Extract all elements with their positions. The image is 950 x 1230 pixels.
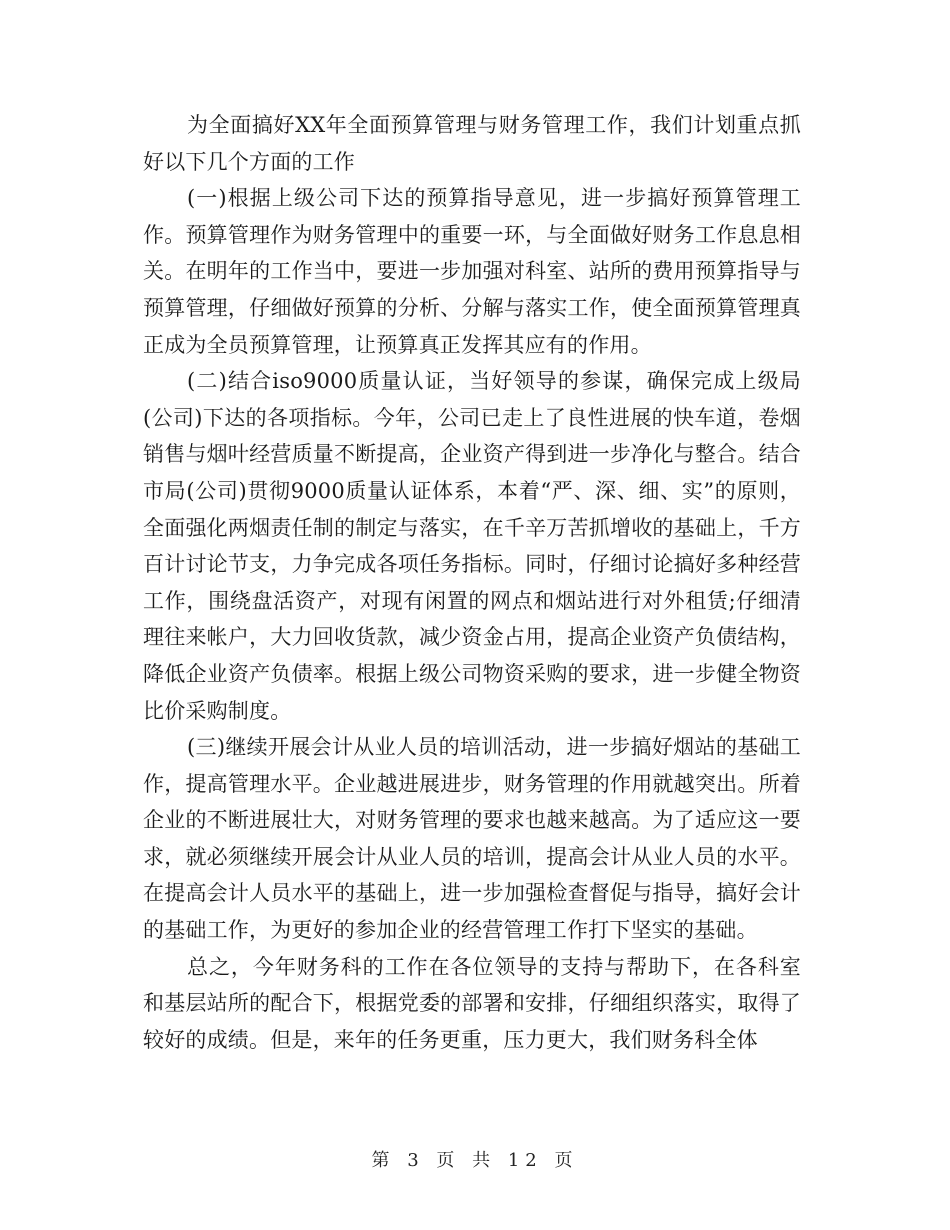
document-body	[143, 107, 801, 1058]
paragraph-section-3: (三)继续开展会计从业人员的培训活动，进一步搞好烟站的基础工作，提高管理水平。企业越进展进步，财务管理的作用就越突出。所着企业的不断进展壮大，对财务管理的要求也越来越高。为了适应这一要求，就必须继续开展会计从业人员的培训，提高会计从业人员的水平。在提高会计人员水平的基础上，进一步加强检查督促与指导，搞好会计的基础工作，为更好的参加企业的经营管理工作打下坚实的基础。	[143, 735, 801, 943]
paragraph-section-2: (二)结合iso9000质量认证，当好领导的参谋，确保完成上级局(公司)下达的各项指标。今年，公司已走上了良性进展的快车道，卷烟销售与烟叶经营质量不断提高，企业资产得到进一步净化与整合。结合市局(公司)贯彻9000质量认证体系，本着“严、深、细、实”的原则，全面强化两烟责任制的制定与落实，在千辛万苦抓增收的基础上，千方百计讨论节支，力争完成各项任务指标。同时，仔细讨论搞好多种经营工作，围绕盘活资产，对现有闲置的网点和烟站进行对外租赁;仔细清理往来帐户，大力回收货款，减少资金占用，提高企业资产负债结构，降低企业资产负债率。根据上级公司物资采购的要求，进一步健全物资比价采购制度。	[143, 369, 801, 723]
paragraph-summary: 总之，今年财务科的工作在各位领导的支持与帮助下，在各科室和基层站所的配合下，根据党委的部署和安排，仔细组织落实，取得了较好的成绩。但是，来年的任务更重，压力更大，我们财务科全体	[143, 954, 801, 1052]
paragraph-intro: 为全面搞好XX年全面预算管理与财务管理工作，我们计划重点抓好以下几个方面的工作	[143, 113, 801, 174]
page-footer: 第 3 页 共 12 页	[371, 1150, 579, 1171]
paragraph-section-1: (一)根据上级公司下达的预算指导意见，进一步搞好预算管理工作。预算管理作为财务管理中的重要一环，与全面做好财务工作息息相关。在明年的工作当中，要进一步加强对科室、站所的费用预算指导与预算管理，仔细做好预算的分析、分解与落实工作，使全面预算管理真正成为全员预算管理，让预算真正发挥其应有的作用。	[143, 186, 801, 357]
